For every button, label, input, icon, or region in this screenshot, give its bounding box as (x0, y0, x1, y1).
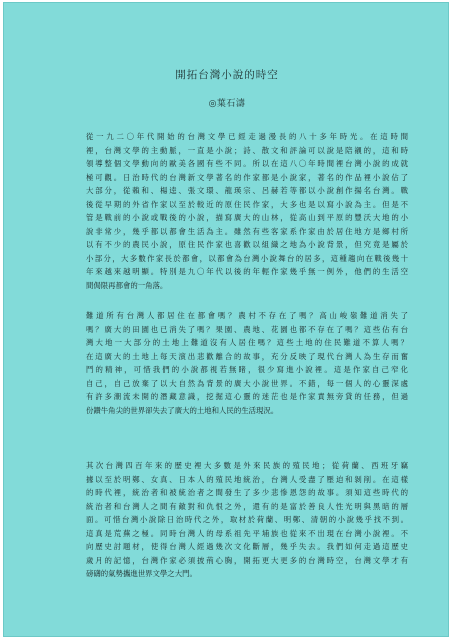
text-line: 年來越來越明顯。特別是九〇年代以後的年輕作家幾乎無一例外，他們的生活空 (86, 267, 408, 276)
text-line: 統治者和台灣人之間有敵對和仇恨之外，還有的是富於善良人性光明與黑暗的層 (86, 501, 408, 511)
paragraph-1 (86, 130, 408, 292)
text-line: 有許多潮流未開的潛藏意識，挖掘這心靈的迷茫也是作家責無旁貸的任務，但過 (86, 392, 408, 401)
text-line: 份鑽牛角尖的世界卻失去了廣大的土地和人民的生活現況。 (86, 405, 279, 415)
text-line: 小部分，大多數作家長於都會，以都會為台灣小說舞台的居多，這種趨向在戰後幾十 (86, 253, 408, 263)
text-line: 說非常少，幾乎都以都會生活為主。雖然有些客家系作家由於居住地方是鄉村所 (86, 226, 408, 236)
text-line: 磅礴的氣勢攜進世界文學之大門。 (86, 569, 197, 578)
page-title: 開拓台灣小說的時空 (175, 69, 279, 81)
text-line: 面。可惜台灣小說除日治時代之外，取材於荷蘭、明鄭、清朝的小說幾乎找不到。 (86, 515, 408, 524)
text-line: 的時代裡，統治者和被統治者之間發生了多少悲慘恩怨的故事。須知這些時代的 (86, 488, 408, 497)
text-line: 後從早期的外省作家以至於較近的原住民作家，大多也是以寫小說為主。但是不 (86, 199, 408, 209)
paragraph-2 (86, 309, 408, 417)
text-line: 領導整個文學動向的歐美各國有些不同。所以在這八〇年時間裡台灣小說的成就 (86, 159, 408, 168)
text-line: 向歷史討題材，使得台灣人經過幾次文化斷層，幾乎失去。我們如何走過這歷史 (86, 542, 408, 551)
text-line: 歲月的記憶，台灣作家必須披荊心胸，開拓更大更多的台灣時空，台灣文學才有 (86, 555, 408, 565)
text-line: 鬥的精神，可惜我們的小說都視若無睹，很少寫進小說裡。這是作家自己窄化 (86, 365, 408, 374)
text-line: 從一九二〇年代開始的台灣文學已經走過漫長的八十多年時光。在這時間 (86, 132, 408, 141)
paragraph-3 (86, 459, 408, 581)
text-line: 以有不少的農民小說，原住民作家也喜歡以組織之地為小說背景，但究竟是屬於 (86, 240, 408, 249)
text-line: 間侷限再都會的一角落。 (86, 280, 168, 290)
text-line: 其次台灣四百年來的歷史裡大多數是外來民族的殖民地；從荷蘭、西班牙竊 (86, 461, 408, 470)
text-line: 據以至於明鄭、女真、日本人的殖民地統治，台灣人受盡了壓迫和剝削。在這樣 (86, 474, 408, 484)
text-line: 極可觀。日治時代的台灣新文學著名的作家都是小說家，著名的作品裡小說佔了 (86, 172, 408, 182)
document-page (3, 2, 449, 637)
text-line: 自己，自己放棄了以大自然為背景的廣大小說世界。不錯，每一個人的心靈深處 (86, 378, 408, 388)
text-line: 這真是荒蕪之極。同時台灣人的母系祖先平埔族也從來不出現在台灣小說裡。不 (86, 528, 408, 538)
text-line: 裡，台灣文學的主動脈，一直是小說；詩、散文和評論可以說是陪襯的，這和時 (86, 145, 408, 155)
text-line: 難道所有台灣人都居住在都會嗎？農村不存在了嗎？高山峻嶺難道消失了 (86, 311, 408, 320)
text-line: 嗎？廣大的田園也已消失了嗎？果園、農地、花園也都不存在了嗎？這些佔有台 (86, 324, 408, 334)
author-byline: ◎葉石濤 (208, 99, 246, 109)
text-line: 灣大地一大部分的土地上難道沒有人居住嗎？這些土地的住民難道不算人嗎？ (86, 338, 408, 347)
text-line: 在這廣大的土地上每天演出悲歡離合的故事，充分反映了現代台灣人為生存而奮 (86, 351, 408, 361)
text-line: 大部分，從賴和、楊逵、張文環、龍瑛宗、呂赫若等都以小說創作揚名台灣。戰 (86, 186, 408, 195)
text-line: 管是戰前的小說或戰後的小說，描寫廣大的山林，從高山到平原的豐沃大地的小 (86, 213, 408, 222)
